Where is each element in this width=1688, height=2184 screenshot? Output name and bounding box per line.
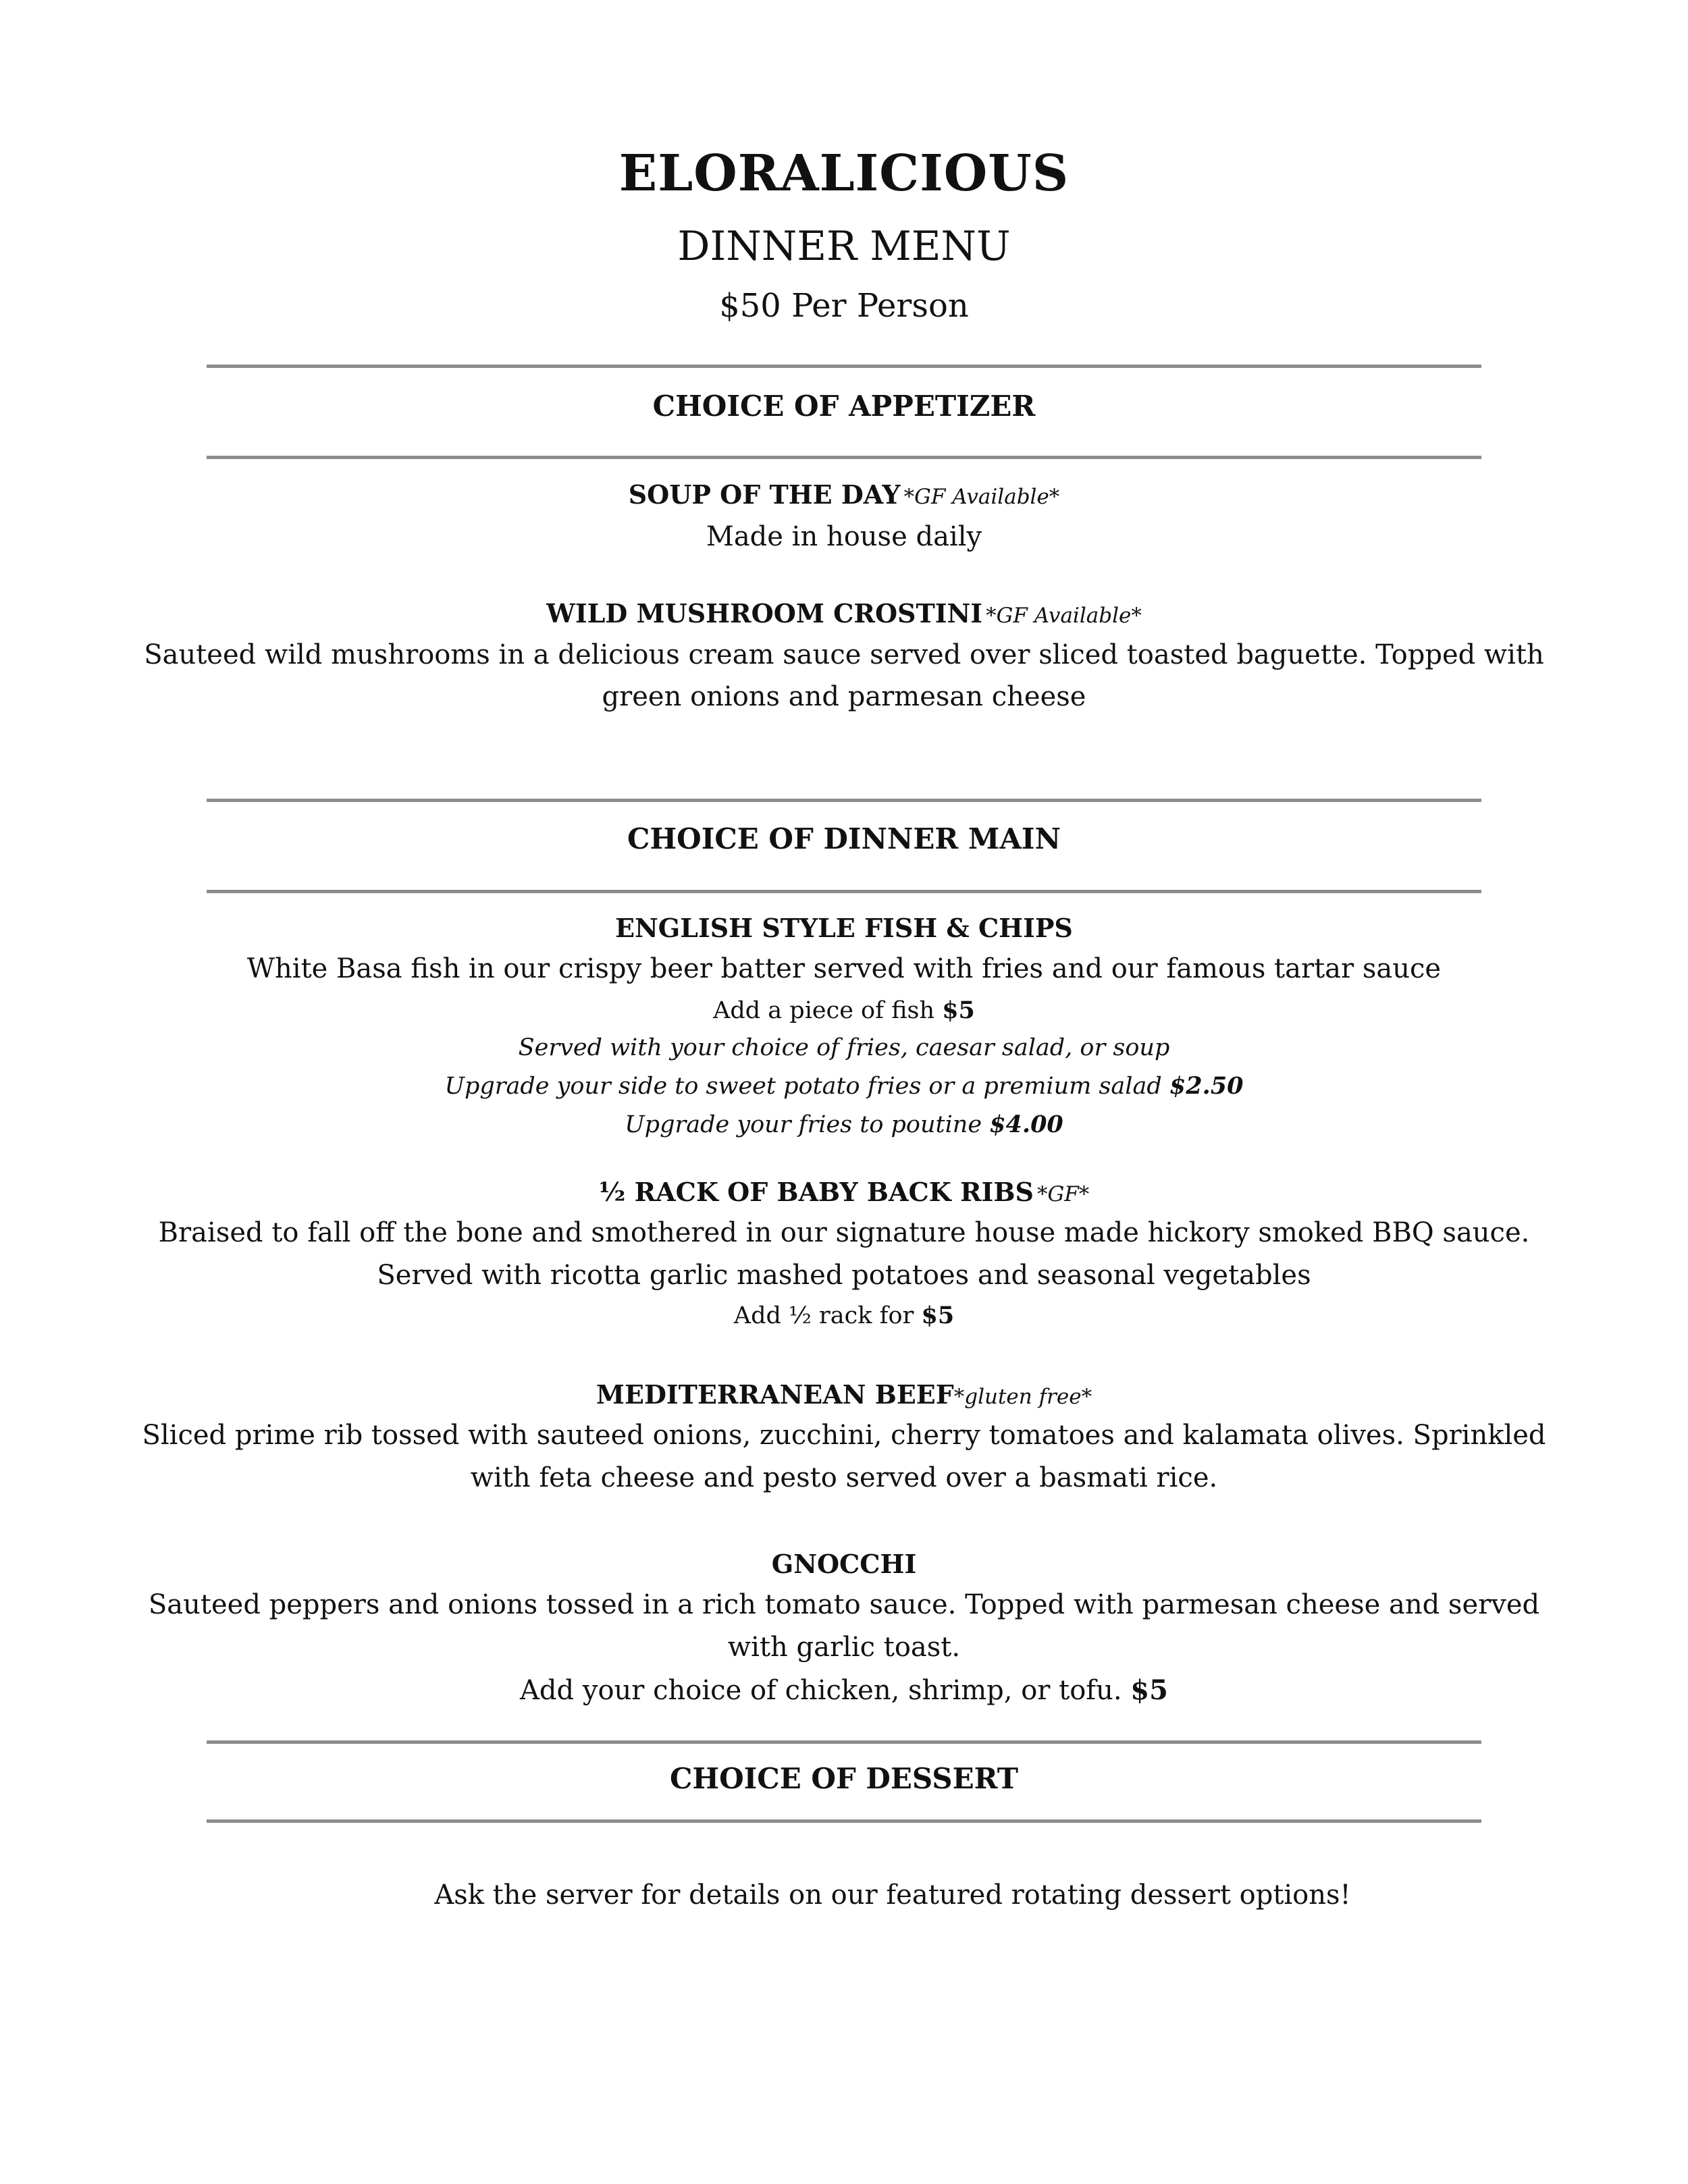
addon-text: Add your choice of chicken, shrimp, or tofu. [520, 1675, 1131, 1706]
note-price: $4.00 [989, 1111, 1063, 1138]
menu-item-title [0, 598, 1688, 629]
restaurant-title: ELORALICIOUS [618, 144, 1070, 203]
dessert-note: Ask the server for details on our featured rotating dessert options! [434, 1880, 1351, 1911]
addon-price: $5 [1130, 1674, 1168, 1706]
item-name: SOUP OF THE DAY [628, 479, 901, 510]
divider [207, 799, 1481, 802]
divider [207, 1740, 1481, 1744]
addon-text: Add ½ rack for [733, 1302, 922, 1329]
addon-text: Add a piece of fish [713, 997, 943, 1024]
item-name: ENGLISH STYLE FISH & CHIPS [615, 913, 1073, 943]
item-note [0, 1111, 1688, 1138]
item-description: Braised to fall off the bone and smothered in our signature house made hickory smoked BBQ sauce. [158, 1217, 1530, 1248]
addon-price: $5 [921, 1302, 955, 1329]
note-price: $2.50 [1169, 1072, 1244, 1100]
item-name: MEDITERRANEAN BEEF [596, 1379, 954, 1410]
note-text: Upgrade your fries to poutine [625, 1111, 990, 1138]
item-note [0, 1034, 1688, 1061]
dietary-tag: *GF* [1036, 1182, 1090, 1206]
item-description: green onions and parmesan cheese [602, 681, 1086, 712]
menu-item-title [0, 1549, 1688, 1579]
item-name: GNOCCHI [771, 1549, 917, 1579]
item-description: Sauteed peppers and onions tossed in a rich tomato sauce. Topped with parmesan cheese and served [148, 1589, 1540, 1620]
price-per-person: $50 Per Person [719, 287, 969, 325]
dietary-tag: *GF Available* [986, 604, 1142, 628]
menu-item-title [0, 479, 1688, 510]
item-description: Sliced prime rib tossed with sauteed onions, zucchini, cherry tomatoes and kalamata olives. Sprinkled [142, 1420, 1546, 1451]
item-description: Sauteed wild mushrooms in a delicious cream sauce served over sliced toasted baguette. Topped with [144, 639, 1544, 670]
item-addon [0, 1674, 1688, 1706]
menu-item-title [0, 1177, 1688, 1207]
divider [207, 456, 1481, 459]
item-description: Served with ricotta garlic mashed potatoes and seasonal vegetables [377, 1260, 1311, 1291]
addon-price: $5 [942, 996, 975, 1024]
item-description: with garlic toast. [727, 1632, 961, 1663]
section-heading-appetizer: CHOICE OF APPETIZER [652, 390, 1036, 423]
item-description: Made in house daily [706, 521, 982, 552]
menu-subtitle: DINNER MENU [677, 223, 1011, 270]
divider [207, 1819, 1481, 1823]
section-heading-main: CHOICE OF DINNER MAIN [627, 822, 1061, 855]
note-text: Served with your choice of fries, caesar salad, or soup [518, 1034, 1170, 1061]
item-addon [0, 1302, 1688, 1329]
menu-item-title [0, 1379, 1688, 1410]
item-addon [0, 996, 1688, 1024]
dietary-tag: *gluten free* [953, 1385, 1092, 1409]
divider [207, 365, 1481, 368]
dietary-tag: *GF Available* [903, 485, 1060, 509]
item-description: with feta cheese and pesto served over a basmati rice. [470, 1462, 1218, 1493]
item-name: ½ RACK OF BABY BACK RIBS [598, 1177, 1034, 1207]
item-note [0, 1072, 1688, 1100]
item-name: WILD MUSHROOM CROSTINI [546, 598, 983, 629]
divider [207, 890, 1481, 893]
section-heading-dessert: CHOICE OF DESSERT [669, 1762, 1019, 1795]
menu-item-title [0, 913, 1688, 943]
note-text: Upgrade your side to sweet potato fries or a premium salad [444, 1073, 1169, 1100]
item-description: White Basa fish in our crispy beer batter served with fries and our famous tartar sauce [246, 953, 1442, 984]
